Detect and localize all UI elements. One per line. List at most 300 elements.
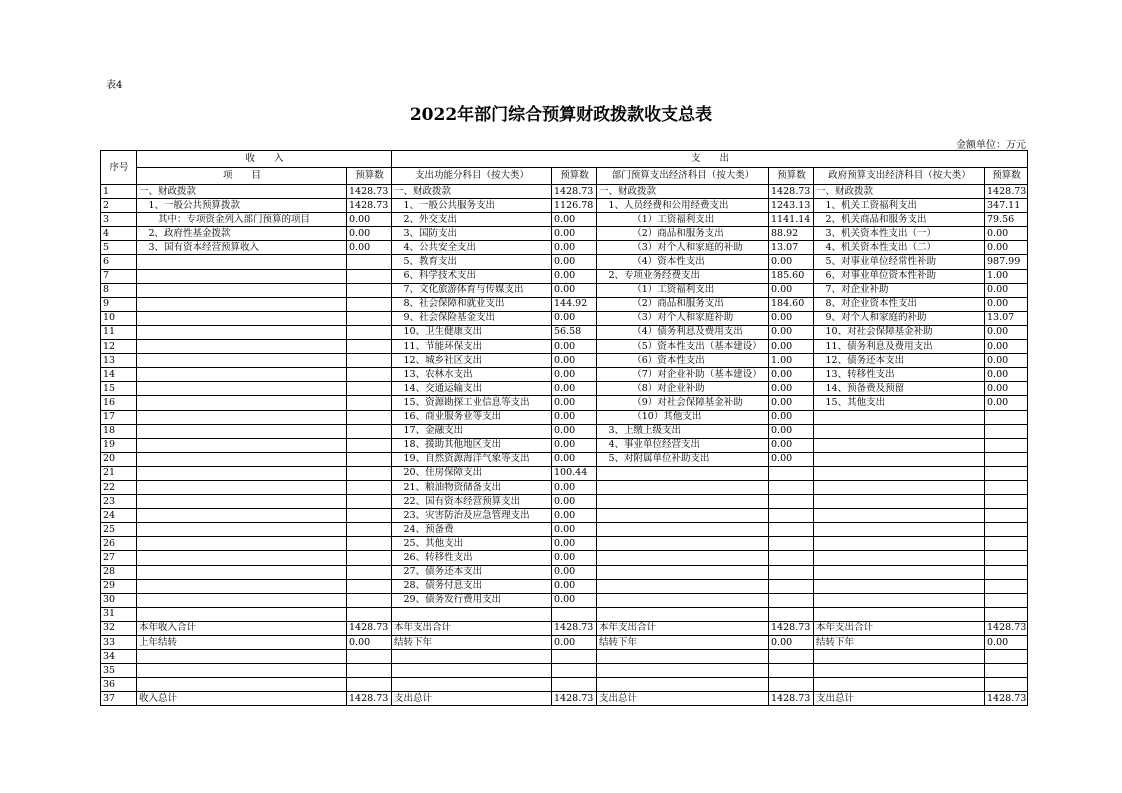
income-item bbox=[137, 354, 347, 368]
gov-item bbox=[814, 664, 985, 678]
dept-item: 本年支出合计 bbox=[597, 621, 769, 635]
row-number: 22 bbox=[101, 480, 137, 494]
dept-budget-header: 预算数 bbox=[769, 168, 814, 185]
gov-budget: 0.00 bbox=[985, 325, 1028, 339]
income-budget bbox=[347, 269, 392, 283]
func-budget: 0.00 bbox=[552, 438, 597, 452]
income-budget bbox=[347, 495, 392, 509]
func-budget: 144.92 bbox=[552, 297, 597, 311]
income-budget bbox=[347, 523, 392, 537]
func-item: 8、社会保障和就业支出 bbox=[392, 297, 552, 311]
gov-item: 3、机关资本性支出（一） bbox=[814, 227, 985, 241]
dept-budget bbox=[769, 480, 814, 494]
row-number: 18 bbox=[101, 424, 137, 438]
dept-budget: 1428.73 bbox=[769, 185, 814, 199]
income-item bbox=[137, 283, 347, 297]
func-category-header: 支出功能分科目（按大类） bbox=[392, 168, 552, 185]
income-item bbox=[137, 565, 347, 579]
dept-budget: 0.00 bbox=[769, 283, 814, 297]
row-number: 30 bbox=[101, 593, 137, 607]
income-budget: 1428.73 bbox=[347, 621, 392, 635]
income-item bbox=[137, 466, 347, 480]
income-item: 上年结转 bbox=[137, 636, 347, 650]
income-budget: 0.00 bbox=[347, 636, 392, 650]
gov-budget: 0.00 bbox=[985, 636, 1028, 650]
table-row bbox=[101, 537, 1028, 551]
gov-budget: 1428.73 bbox=[985, 185, 1028, 199]
income-budget bbox=[347, 297, 392, 311]
func-item: 7、文化旅游体育与传媒支出 bbox=[392, 283, 552, 297]
gov-budget bbox=[985, 466, 1028, 480]
row-number: 35 bbox=[101, 664, 137, 678]
table-row bbox=[101, 438, 1028, 452]
income-item: 本年收入合计 bbox=[137, 621, 347, 635]
table-row bbox=[101, 269, 1028, 283]
table-row bbox=[101, 664, 1028, 678]
row-number: 7 bbox=[101, 269, 137, 283]
income-header: 收 入 bbox=[137, 151, 392, 168]
func-budget: 0.00 bbox=[552, 368, 597, 382]
dept-item: 3、上缴上级支出 bbox=[597, 424, 769, 438]
dept-budget: 1.00 bbox=[769, 354, 814, 368]
func-budget: 0.00 bbox=[552, 509, 597, 523]
func-item bbox=[392, 664, 552, 678]
func-budget: 0.00 bbox=[552, 551, 597, 565]
row-number: 32 bbox=[101, 621, 137, 635]
func-budget: 0.00 bbox=[552, 255, 597, 269]
func-item: 16、商业服务业等支出 bbox=[392, 410, 552, 424]
dept-item bbox=[597, 466, 769, 480]
gov-budget-header: 预算数 bbox=[985, 168, 1028, 185]
func-item: 25、其他支出 bbox=[392, 537, 552, 551]
row-number: 14 bbox=[101, 368, 137, 382]
func-budget: 0.00 bbox=[552, 424, 597, 438]
dept-budget: 185.60 bbox=[769, 269, 814, 283]
income-item bbox=[137, 537, 347, 551]
income-item bbox=[137, 509, 347, 523]
row-number: 28 bbox=[101, 565, 137, 579]
func-budget: 1428.73 bbox=[552, 692, 597, 706]
gov-item bbox=[814, 537, 985, 551]
func-item: 14、交通运输支出 bbox=[392, 382, 552, 396]
gov-item bbox=[814, 410, 985, 424]
dept-item bbox=[597, 664, 769, 678]
gov-budget: 0.00 bbox=[985, 354, 1028, 368]
gov-item: 15、其他支出 bbox=[814, 396, 985, 410]
income-item bbox=[137, 269, 347, 283]
func-budget: 0.00 bbox=[552, 452, 597, 466]
gov-budget bbox=[985, 424, 1028, 438]
func-item: 12、城乡社区支出 bbox=[392, 354, 552, 368]
gov-item: 14、预备费及预留 bbox=[814, 382, 985, 396]
gov-item: 结转下年 bbox=[814, 636, 985, 650]
dept-item bbox=[597, 551, 769, 565]
expense-header: 支 出 bbox=[392, 151, 1028, 168]
func-item bbox=[392, 650, 552, 664]
income-item bbox=[137, 607, 347, 621]
row-number: 20 bbox=[101, 452, 137, 466]
income-budget bbox=[347, 480, 392, 494]
gov-budget bbox=[985, 509, 1028, 523]
table-row bbox=[101, 621, 1028, 635]
gov-item: 5、对事业单位经常性补助 bbox=[814, 255, 985, 269]
gov-item bbox=[814, 495, 985, 509]
func-item: 10、卫生健康支出 bbox=[392, 325, 552, 339]
func-item: 21、粮油物资储备支出 bbox=[392, 480, 552, 494]
income-budget bbox=[347, 551, 392, 565]
item-header: 项 目 bbox=[137, 168, 347, 185]
income-item bbox=[137, 382, 347, 396]
income-budget bbox=[347, 452, 392, 466]
dept-budget: 0.00 bbox=[769, 396, 814, 410]
dept-budget bbox=[769, 650, 814, 664]
income-item: 收入总计 bbox=[137, 692, 347, 706]
gov-item bbox=[814, 607, 985, 621]
income-budget bbox=[347, 664, 392, 678]
table-row bbox=[101, 213, 1028, 227]
table-row bbox=[101, 241, 1028, 255]
dept-item bbox=[597, 537, 769, 551]
func-budget: 0.00 bbox=[552, 410, 597, 424]
seq-header: 序号 bbox=[101, 151, 137, 185]
gov-item: 一、财政拨款 bbox=[814, 185, 985, 199]
func-item: 22、国有资本经营预算支出 bbox=[392, 495, 552, 509]
table-row bbox=[101, 255, 1028, 269]
dept-budget bbox=[769, 509, 814, 523]
dept-budget: 0.00 bbox=[769, 410, 814, 424]
table-body bbox=[101, 185, 1028, 706]
dept-item bbox=[597, 480, 769, 494]
income-budget bbox=[347, 325, 392, 339]
gov-item bbox=[814, 678, 985, 692]
dept-item: 一、财政拨款 bbox=[597, 185, 769, 199]
income-budget bbox=[347, 607, 392, 621]
income-budget bbox=[347, 579, 392, 593]
income-budget: 0.00 bbox=[347, 241, 392, 255]
gov-item bbox=[814, 466, 985, 480]
income-item bbox=[137, 297, 347, 311]
gov-item: 2、机关商品和服务支出 bbox=[814, 213, 985, 227]
func-budget: 56.58 bbox=[552, 325, 597, 339]
gov-budget: 1.00 bbox=[985, 269, 1028, 283]
income-item bbox=[137, 495, 347, 509]
func-budget: 0.00 bbox=[552, 227, 597, 241]
dept-budget bbox=[769, 593, 814, 607]
row-number: 24 bbox=[101, 509, 137, 523]
dept-item: （8）对企业补助 bbox=[597, 382, 769, 396]
dept-category-header: 部门预算支出经济科目（按大类） bbox=[597, 168, 769, 185]
gov-budget bbox=[985, 565, 1028, 579]
table-row bbox=[101, 579, 1028, 593]
dept-budget: 0.00 bbox=[769, 340, 814, 354]
gov-budget bbox=[985, 664, 1028, 678]
func-item: 4、公共安全支出 bbox=[392, 241, 552, 255]
gov-category-header: 政府预算支出经济科目（按大类） bbox=[814, 168, 985, 185]
table-row bbox=[101, 607, 1028, 621]
table-row bbox=[101, 452, 1028, 466]
income-budget: 1428.73 bbox=[347, 692, 392, 706]
gov-budget: 0.00 bbox=[985, 241, 1028, 255]
income-item bbox=[137, 368, 347, 382]
gov-budget: 0.00 bbox=[985, 368, 1028, 382]
func-budget bbox=[552, 664, 597, 678]
func-item: 2、外交支出 bbox=[392, 213, 552, 227]
dept-item: （10）其他支出 bbox=[597, 410, 769, 424]
dept-budget: 88.92 bbox=[769, 227, 814, 241]
gov-budget bbox=[985, 452, 1028, 466]
dept-budget: 1243.13 bbox=[769, 199, 814, 213]
row-number: 8 bbox=[101, 283, 137, 297]
gov-budget: 13.07 bbox=[985, 311, 1028, 325]
gov-item bbox=[814, 438, 985, 452]
gov-budget bbox=[985, 495, 1028, 509]
income-budget bbox=[347, 255, 392, 269]
table-row bbox=[101, 396, 1028, 410]
dept-item: （9）对社会保障基金补助 bbox=[597, 396, 769, 410]
row-number: 10 bbox=[101, 311, 137, 325]
table-row bbox=[101, 495, 1028, 509]
func-budget: 1428.73 bbox=[552, 621, 597, 635]
dept-item: 支出总计 bbox=[597, 692, 769, 706]
gov-budget bbox=[985, 537, 1028, 551]
gov-item bbox=[814, 579, 985, 593]
gov-budget: 987.99 bbox=[985, 255, 1028, 269]
gov-item bbox=[814, 452, 985, 466]
dept-budget bbox=[769, 495, 814, 509]
dept-item: （2）商品和服务支出 bbox=[597, 227, 769, 241]
gov-budget: 0.00 bbox=[985, 283, 1028, 297]
income-item bbox=[137, 311, 347, 325]
dept-item bbox=[597, 579, 769, 593]
gov-budget: 1428.73 bbox=[985, 692, 1028, 706]
table-row bbox=[101, 650, 1028, 664]
income-item bbox=[137, 255, 347, 269]
func-item: 27、债务还本支出 bbox=[392, 565, 552, 579]
dept-item: （4）债务利息及费用支出 bbox=[597, 325, 769, 339]
income-item bbox=[137, 678, 347, 692]
row-number: 23 bbox=[101, 495, 137, 509]
dept-item: （3）对个人和家庭补助 bbox=[597, 311, 769, 325]
dept-budget: 0.00 bbox=[769, 368, 814, 382]
income-item: 3、国有资本经营预算收入 bbox=[137, 241, 347, 255]
table-row bbox=[101, 227, 1028, 241]
row-number: 1 bbox=[101, 185, 137, 199]
table-row bbox=[101, 424, 1028, 438]
dept-budget: 1428.73 bbox=[769, 621, 814, 635]
row-number: 26 bbox=[101, 537, 137, 551]
income-budget-header: 预算数 bbox=[347, 168, 392, 185]
income-budget: 1428.73 bbox=[347, 199, 392, 213]
income-budget bbox=[347, 368, 392, 382]
dept-item: 1、人员经费和公用经费支出 bbox=[597, 199, 769, 213]
func-item: 29、债务发行费用支出 bbox=[392, 593, 552, 607]
func-item: 6、科学技术支出 bbox=[392, 269, 552, 283]
dept-item: （2）商品和服务支出 bbox=[597, 297, 769, 311]
dept-budget bbox=[769, 523, 814, 537]
gov-item: 12、债务还本支出 bbox=[814, 354, 985, 368]
dept-item bbox=[597, 509, 769, 523]
dept-budget bbox=[769, 551, 814, 565]
row-number: 9 bbox=[101, 297, 137, 311]
row-number: 27 bbox=[101, 551, 137, 565]
gov-budget bbox=[985, 551, 1028, 565]
dept-budget: 13.07 bbox=[769, 241, 814, 255]
gov-item: 8、对企业资本性支出 bbox=[814, 297, 985, 311]
income-item bbox=[137, 664, 347, 678]
income-budget bbox=[347, 593, 392, 607]
income-budget bbox=[347, 678, 392, 692]
dept-item bbox=[597, 495, 769, 509]
income-budget bbox=[347, 283, 392, 297]
row-number: 34 bbox=[101, 650, 137, 664]
dept-budget: 0.00 bbox=[769, 438, 814, 452]
dept-budget bbox=[769, 579, 814, 593]
dept-item bbox=[597, 565, 769, 579]
func-budget: 0.00 bbox=[552, 537, 597, 551]
func-budget: 100.44 bbox=[552, 466, 597, 480]
income-item bbox=[137, 424, 347, 438]
income-item bbox=[137, 396, 347, 410]
gov-item: 7、对企业补助 bbox=[814, 283, 985, 297]
row-number: 19 bbox=[101, 438, 137, 452]
income-item bbox=[137, 551, 347, 565]
income-item: 2、政府性基金拨款 bbox=[137, 227, 347, 241]
gov-budget: 0.00 bbox=[985, 382, 1028, 396]
income-item bbox=[137, 593, 347, 607]
row-number: 2 bbox=[101, 199, 137, 213]
income-item: 一、财政拨款 bbox=[137, 185, 347, 199]
row-number: 25 bbox=[101, 523, 137, 537]
func-budget: 0.00 bbox=[552, 311, 597, 325]
table-row bbox=[101, 325, 1028, 339]
income-item bbox=[137, 325, 347, 339]
func-budget: 0.00 bbox=[552, 396, 597, 410]
gov-item: 11、债务利息及费用支出 bbox=[814, 340, 985, 354]
row-number: 3 bbox=[101, 213, 137, 227]
income-budget bbox=[347, 382, 392, 396]
income-budget bbox=[347, 424, 392, 438]
row-number: 16 bbox=[101, 396, 137, 410]
income-budget bbox=[347, 466, 392, 480]
dept-item bbox=[597, 593, 769, 607]
func-budget: 0.00 bbox=[552, 593, 597, 607]
func-budget: 0.00 bbox=[552, 354, 597, 368]
table-row bbox=[101, 678, 1028, 692]
gov-item bbox=[814, 509, 985, 523]
func-budget bbox=[552, 650, 597, 664]
gov-budget bbox=[985, 650, 1028, 664]
income-budget: 1428.73 bbox=[347, 185, 392, 199]
income-item bbox=[137, 438, 347, 452]
func-budget: 0.00 bbox=[552, 579, 597, 593]
income-budget bbox=[347, 650, 392, 664]
func-budget: 0.00 bbox=[552, 213, 597, 227]
income-item: 1、一般公共预算拨款 bbox=[137, 199, 347, 213]
income-item bbox=[137, 410, 347, 424]
row-number: 4 bbox=[101, 227, 137, 241]
gov-budget: 79.56 bbox=[985, 213, 1028, 227]
dept-item: （5）资本性支出（基本建设） bbox=[597, 340, 769, 354]
gov-budget bbox=[985, 438, 1028, 452]
page-title: 2022年部门综合预算财政拨款收支总表 bbox=[409, 105, 713, 125]
income-budget bbox=[347, 311, 392, 325]
dept-budget: 0.00 bbox=[769, 255, 814, 269]
gov-item: 4、机关资本性支出（二） bbox=[814, 241, 985, 255]
func-item: 一、财政拨款 bbox=[392, 185, 552, 199]
row-number: 17 bbox=[101, 410, 137, 424]
gov-budget bbox=[985, 480, 1028, 494]
dept-budget: 1428.73 bbox=[769, 692, 814, 706]
income-budget bbox=[347, 565, 392, 579]
amount-unit: 金额单位：万元 bbox=[956, 140, 1026, 151]
dept-budget: 0.00 bbox=[769, 382, 814, 396]
func-item: 20、住房保障支出 bbox=[392, 466, 552, 480]
income-item bbox=[137, 650, 347, 664]
func-item: 5、教育支出 bbox=[392, 255, 552, 269]
table-row bbox=[101, 283, 1028, 297]
gov-item bbox=[814, 480, 985, 494]
gov-item bbox=[814, 551, 985, 565]
gov-budget bbox=[985, 579, 1028, 593]
income-item: 其中：专项资金列入部门预算的项目 bbox=[137, 213, 347, 227]
func-item: 23、灾害防治及应急管理支出 bbox=[392, 509, 552, 523]
table-row bbox=[101, 199, 1028, 213]
func-budget: 1428.73 bbox=[552, 185, 597, 199]
table-row bbox=[101, 636, 1028, 650]
dept-item: 5、对附属单位补助支出 bbox=[597, 452, 769, 466]
gov-budget: 0.00 bbox=[985, 297, 1028, 311]
func-budget: 0.00 bbox=[552, 269, 597, 283]
table-row bbox=[101, 551, 1028, 565]
income-budget bbox=[347, 354, 392, 368]
dept-item: （4）资本性支出 bbox=[597, 255, 769, 269]
table-row bbox=[101, 382, 1028, 396]
row-number: 33 bbox=[101, 636, 137, 650]
table-row bbox=[101, 185, 1028, 199]
dept-item: 结转下年 bbox=[597, 636, 769, 650]
dept-item bbox=[597, 523, 769, 537]
table-row bbox=[101, 565, 1028, 579]
table-row bbox=[101, 410, 1028, 424]
func-budget-header: 预算数 bbox=[552, 168, 597, 185]
gov-item: 本年支出合计 bbox=[814, 621, 985, 635]
row-number: 15 bbox=[101, 382, 137, 396]
gov-budget bbox=[985, 593, 1028, 607]
func-budget: 0.00 bbox=[552, 283, 597, 297]
func-item bbox=[392, 607, 552, 621]
gov-item bbox=[814, 650, 985, 664]
func-item: 9、社会保险基金支出 bbox=[392, 311, 552, 325]
table-row bbox=[101, 354, 1028, 368]
row-number: 11 bbox=[101, 325, 137, 339]
dept-budget: 0.00 bbox=[769, 424, 814, 438]
func-budget: 0.00 bbox=[552, 636, 597, 650]
income-item bbox=[137, 579, 347, 593]
budget-summary-table bbox=[100, 150, 1028, 706]
func-item: 3、国防支出 bbox=[392, 227, 552, 241]
dept-item: 2、专项业务经费支出 bbox=[597, 269, 769, 283]
row-number: 12 bbox=[101, 340, 137, 354]
income-budget bbox=[347, 410, 392, 424]
table-row bbox=[101, 509, 1028, 523]
func-item: 28、债务付息支出 bbox=[392, 579, 552, 593]
dept-item: （3）对个人和家庭的补助 bbox=[597, 241, 769, 255]
dept-budget: 0.00 bbox=[769, 325, 814, 339]
gov-budget: 347.11 bbox=[985, 199, 1028, 213]
income-item bbox=[137, 523, 347, 537]
table-row bbox=[101, 692, 1028, 706]
func-item: 26、转移性支出 bbox=[392, 551, 552, 565]
